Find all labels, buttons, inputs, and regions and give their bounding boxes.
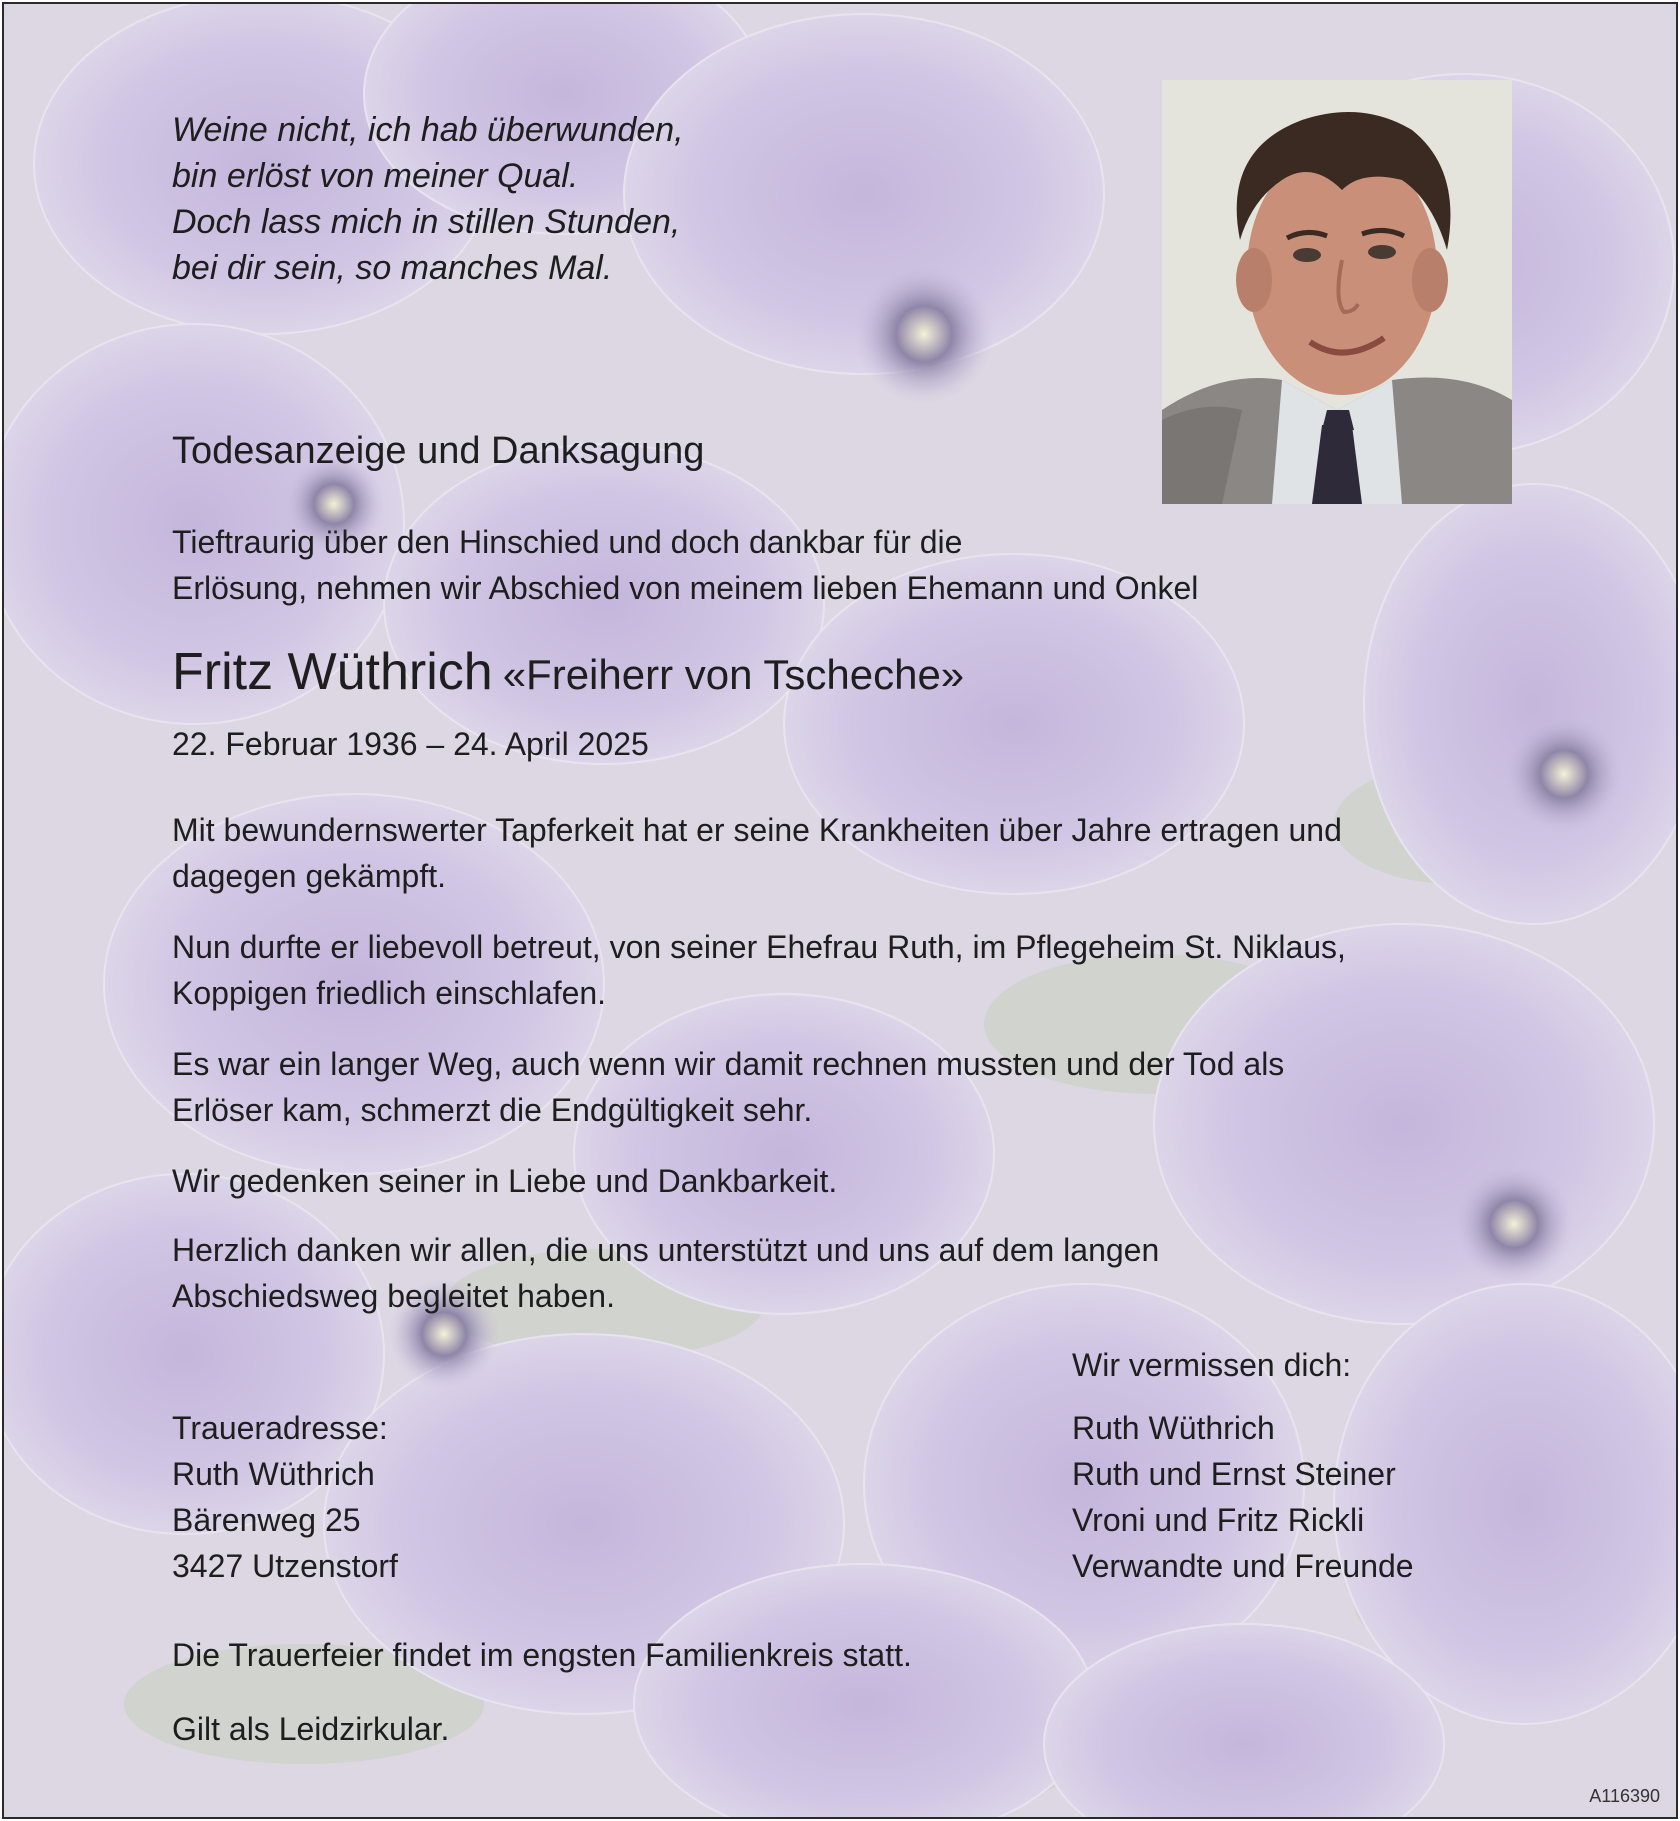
mourner: Ruth Wüthrich [1072,1410,1275,1446]
paragraph [172,924,1346,1016]
circular-note: Gilt als Leidzirkular. [172,1711,450,1747]
mourners-list [1072,1405,1414,1589]
paragraph-line: Es war ein langer Weg, auch wenn wir damit rechnen mussten und der Tod als [172,1046,1285,1082]
mourner: Vroni und Fritz Rickli [1072,1502,1365,1538]
life-dates: 22. Februar 1936 – 24. April 2025 [172,726,649,762]
paragraph [172,1227,1159,1319]
address-line: Ruth Wüthrich [172,1456,375,1492]
paragraph-line: Herzlich danken wir allen, die uns unterstützt und uns auf dem langen [172,1232,1160,1268]
paragraph-line: Erlöser kam, schmerzt die Endgültigkeit sehr. [172,1092,813,1128]
mourning-address [172,1405,398,1589]
deceased-name: Fritz Wüthrich [172,643,493,701]
poem [172,107,684,291]
poem-line: bin erlöst von meiner Qual. [172,157,579,195]
paragraph [172,1041,1284,1133]
paragraph-line: Abschiedsweg begleitet haben. [172,1278,615,1314]
poem-line: Doch lass mich in stillen Stunden, [172,203,681,241]
paragraph [172,1158,837,1204]
mourners-heading: Wir vermissen dich: [1072,1347,1352,1383]
ceremony-note: Die Trauerfeier findet im engsten Familienkreis statt. [172,1637,912,1673]
paragraph-line: Mit bewundernswerter Tapferkeit hat er seine Krankheiten über Jahre ertragen und [172,812,1342,848]
paragraph [172,807,1342,899]
obituary-notice [2,2,1678,1819]
address-line: 3427 Utzenstorf [172,1548,398,1584]
notice-title: Todesanzeige und Danksagung [172,430,705,472]
mourner: Verwandte und Freunde [1072,1548,1414,1584]
paragraph-line: Koppigen friedlich einschlafen. [172,975,607,1011]
address-line: Bärenweg 25 [172,1502,361,1538]
address-line: Traueradresse: [172,1410,388,1446]
ad-code: A116390 [1589,1786,1660,1806]
poem-line: Weine nicht, ich hab überwunden, [172,111,684,149]
portrait-photo [1162,80,1512,504]
deceased-name-line [172,640,964,707]
paragraph-line: Nun durfte er liebevoll betreut, von seiner Ehefrau Ruth, im Pflegeheim St. Niklaus, [172,929,1346,965]
paragraph-line: Wir gedenken seiner in Liebe und Dankbarkeit. [172,1163,838,1199]
intro-line: Erlösung, nehmen wir Abschied von meinem lieben Ehemann und Onkel [172,570,1199,606]
deceased-nickname: «Freiherr von Tscheche» [502,651,965,698]
poem-line: bei dir sein, so manches Mal. [172,249,613,287]
intro-line: Tieftraurig über den Hinschied und doch dankbar für die [172,524,963,560]
mourner: Ruth und Ernst Steiner [1072,1456,1396,1492]
intro-text [172,519,1198,611]
paragraph-line: dagegen gekämpft. [172,858,446,894]
